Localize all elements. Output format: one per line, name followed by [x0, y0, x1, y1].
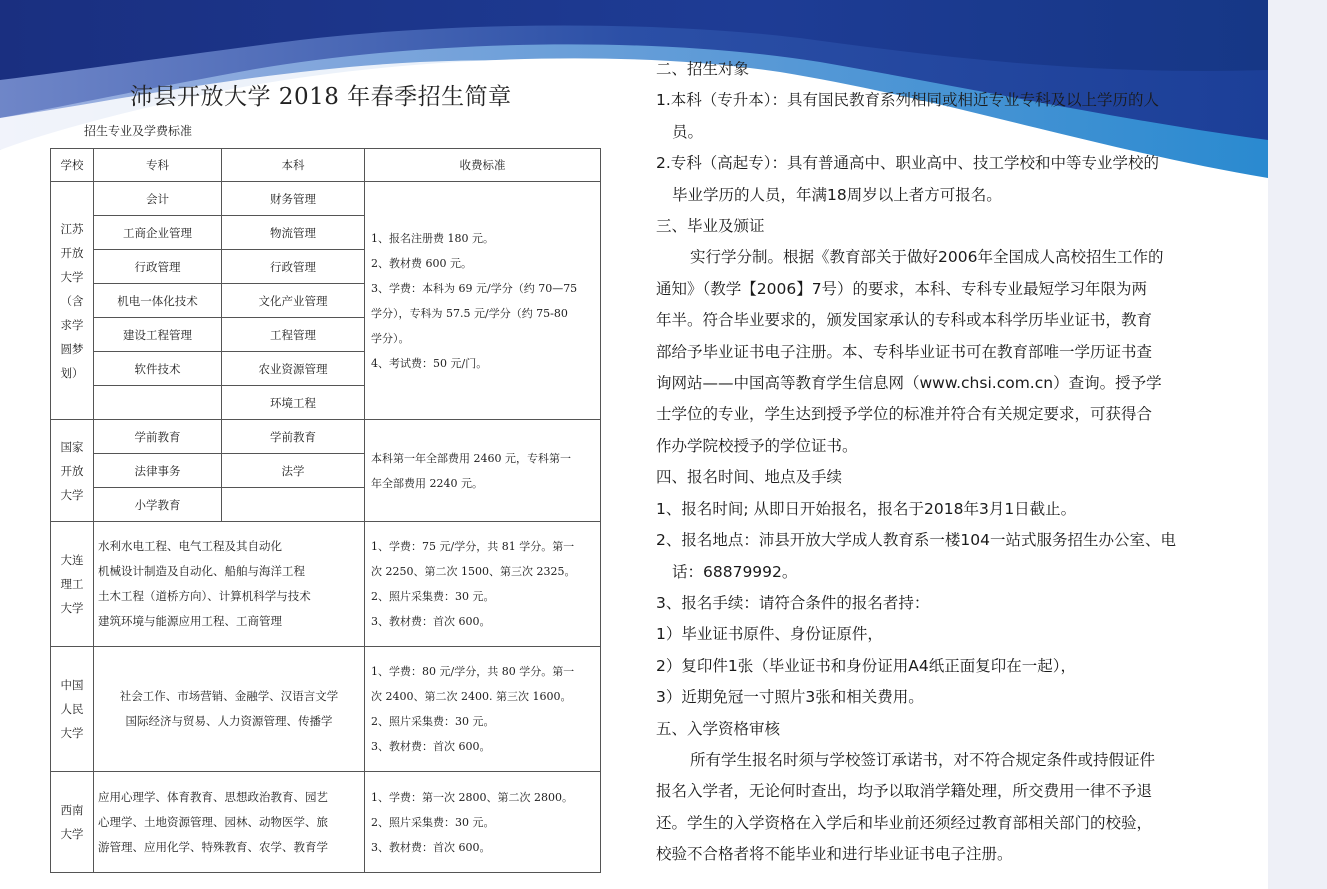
header-bachelor: 本科 [222, 149, 365, 182]
paragraph-line: 年半。符合毕业要求的，颁发国家承认的专科或本科学历毕业证书，教育 [656, 311, 1153, 330]
majors-dalian: 水利水电工程、电气工程及其自动化 机械设计制造及自动化、船舶与海洋工程 土木工程（道桥方向）、计算机科学与技术 建筑环境与能源应用工程、工商管理 [94, 522, 365, 647]
paragraph-line: 部给予毕业证书电子注册。本、专科毕业证书可在教育部唯一学历证书查 [656, 342, 1153, 361]
associate-major: 会计 [94, 182, 222, 216]
table-subtitle: 招生专业及学费标准 [84, 124, 193, 138]
fee-jiangsu: 1、报名注册费 180 元。 2、教材费 600 元。 3、学费：本科为 69 元/学分（约 70—75 学分），专科为 57.5 元/学分（约 75-80 学分）。 4、考试费：50 元/门。 [365, 182, 601, 420]
bachelor-major: 学前教育 [222, 420, 365, 454]
header-fee: 收费标准 [365, 149, 601, 182]
paragraph-line: 询网站——中国高等教育学生信息网（www.chsi.com.cn）查询。授予学 [656, 374, 1162, 393]
bachelor-major [222, 488, 365, 522]
bachelor-major: 工程管理 [222, 318, 365, 352]
associate-major: 软件技术 [94, 352, 222, 386]
associate-major: 法律事务 [94, 454, 222, 488]
paragraph-line: 3）近期免冠一寸照片3张和相关费用。 [656, 688, 924, 707]
paragraph-line: 2.专科（高起专）：具有普通高中、职业高中、技工学校和中等专业学校的 [656, 154, 1160, 173]
table-row [51, 772, 601, 873]
majors-renmin: 社会工作、市场营销、金融学、汉语言文学 国际经济与贸易、人力资源管理、传播学 [94, 647, 365, 772]
paragraph-line: 通知》（教学【2006】7号）的要求，本科、专科专业最短学习年限为两 [656, 279, 1148, 298]
table-row [51, 182, 601, 216]
fee-dalian: 1、学费：75 元/学分，共 81 学分。第一 次 2250、第二次 1500、第三次 2325。 2、照片采集费：30 元。 3、教材费：首次 600。 [365, 522, 601, 647]
table-header-row [51, 149, 601, 182]
paragraph-line: 所有学生报名时须与学校签订承诺书，对不符合规定条件或持假证件 [690, 750, 1156, 769]
school-dalian: 大连 理工 大学 [51, 522, 94, 647]
school-jiangsu: 江苏 开放 大学 （含 求学 圆梦 划） [51, 182, 94, 420]
associate-major: 机电一体化技术 [94, 284, 222, 318]
paragraph-line: 士学位的专业，学生达到授予学位的标准并符合有关规定要求，可获得合 [656, 405, 1153, 424]
school-renmin: 中国 人民 大学 [51, 647, 94, 772]
paragraph-line: 2）复印件1张（毕业证书和身份证用A4纸正面复印在一起）， [656, 656, 1076, 675]
brochure-title: 沛县开放大学 2018 年春季招生简章 [130, 84, 512, 110]
table-row [51, 522, 601, 647]
bachelor-major: 财务管理 [222, 182, 365, 216]
section-heading: 二、招生对象 [656, 60, 750, 78]
table-row [51, 647, 601, 772]
bachelor-major: 物流管理 [222, 216, 365, 250]
paragraph-line: 2、报名地点：沛县开放大学成人教育系一楼104一站式服务招生办公室、电 [656, 531, 1176, 550]
paragraph-line: 实行学分制。根据《教育部关于做好2006年全国成人高校招生工作的 [690, 248, 1164, 267]
majors-southwest: 应用心理学、体育教育、思想政治教育、园艺 心理学、土地资源管理、园林、动物医学、旅 游管理、应用化学、特殊教育、农学、教育学 [94, 772, 365, 873]
header-associate: 专科 [94, 149, 222, 182]
bachelor-major: 行政管理 [222, 250, 365, 284]
paragraph-line: 报名入学者，无论何时查出，均予以取消学籍处理，所交费用一律不予退 [656, 782, 1153, 801]
paragraph-line: 毕业学历的人员，年满18周岁以上者方可报名。 [672, 185, 1002, 204]
fee-southwest: 1、学费：第一次 2800、第二次 2800。 2、照片采集费：30 元。 3、教材费：首次 600。 [365, 772, 601, 873]
admission-info-text [656, 54, 1264, 871]
fee-renmin: 1、学费：80 元/学分，共 80 学分。第一 次 2400、第二次 2400. 第三次 1600。 2、照片采集费：30 元。 3、教材费：首次 600。 [365, 647, 601, 772]
paragraph-line: 员。 [672, 122, 704, 141]
paragraph-line: 作办学院校授予的学位证书。 [656, 436, 858, 455]
section-heading: 五、入学资格审核 [656, 719, 781, 738]
bachelor-major: 环境工程 [222, 386, 365, 420]
associate-major: 小学教育 [94, 488, 222, 522]
paragraph-line: 3、报名手续：请符合条件的报名者持： [656, 593, 930, 612]
paragraph-line: 1、报名时间; 从即日开始报名，报名于2018年3月1日截止。 [656, 499, 1077, 518]
paragraph-line: 1）毕业证书原件、身份证原件， [656, 625, 883, 644]
fee-table [50, 148, 601, 873]
section-heading: 三、毕业及颁证 [656, 217, 765, 236]
associate-major: 行政管理 [94, 250, 222, 284]
associate-major [94, 386, 222, 420]
school-southwest: 西南 大学 [51, 772, 94, 873]
header-school: 学校 [51, 149, 94, 182]
paragraph-line: 还。学生的入学资格在入学后和毕业前还须经过教育部相关部门的校验， [656, 813, 1153, 832]
paragraph-line: 校验不合格者将不能毕业和进行毕业证书电子注册。 [656, 845, 1013, 864]
bachelor-major: 农业资源管理 [222, 352, 365, 386]
page-margin [1268, 0, 1327, 889]
associate-major: 工商企业管理 [94, 216, 222, 250]
paragraph-line: 1.本科（专升本）：具有国民教育系列相同或相近专业专科及以上学历的人 [656, 91, 1160, 110]
associate-major: 学前教育 [94, 420, 222, 454]
associate-major: 建设工程管理 [94, 318, 222, 352]
paragraph-line: 话：68879992。 [672, 562, 798, 581]
section-heading: 四、报名时间、地点及手续 [656, 468, 843, 487]
fee-national-open: 本科第一年全部费用 2460 元，专科第一 年全部费用 2240 元。 [365, 420, 601, 522]
table-row [51, 420, 601, 454]
bachelor-major: 文化产业管理 [222, 284, 365, 318]
school-national-open: 国家 开放 大学 [51, 420, 94, 522]
bachelor-major: 法学 [222, 454, 365, 488]
